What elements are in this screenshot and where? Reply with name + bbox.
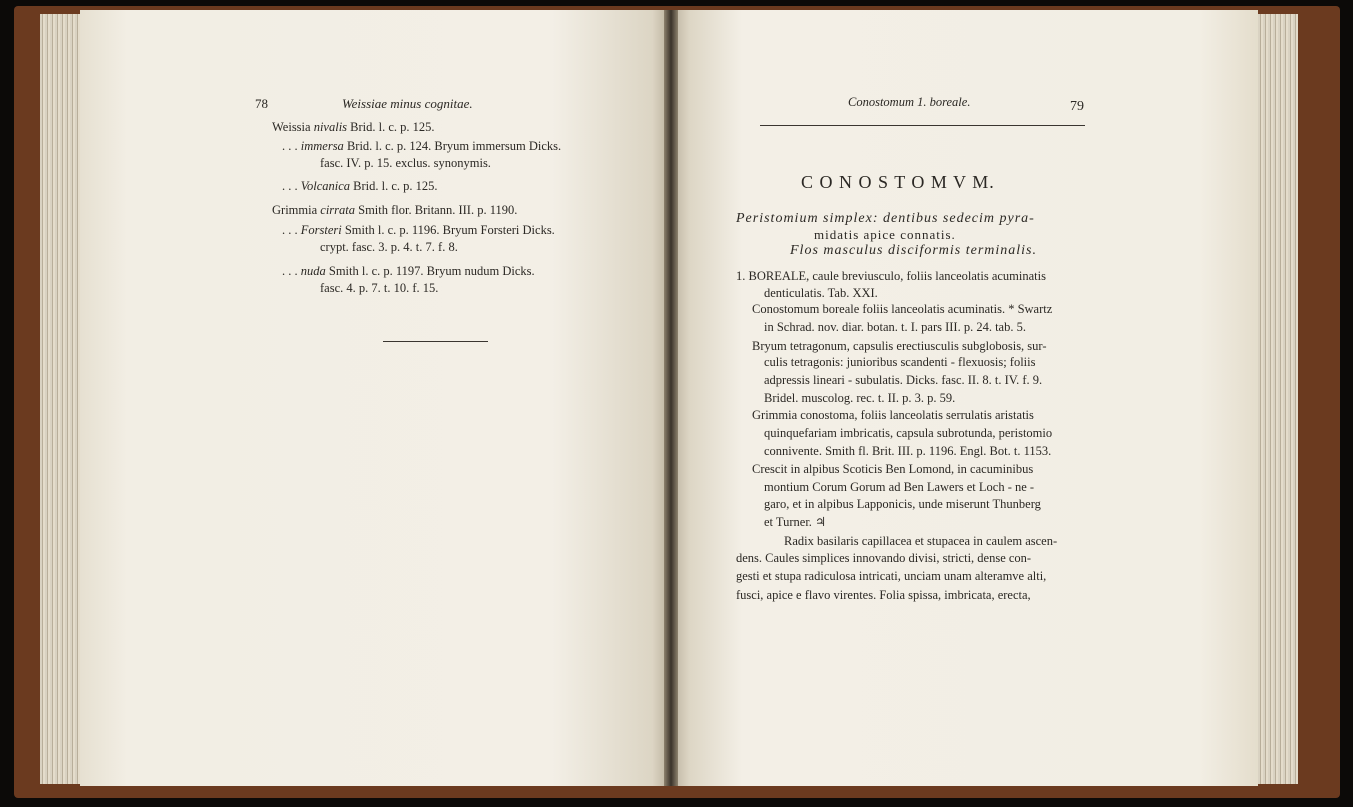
genus-title: C O N O S T O M V M. <box>801 172 995 192</box>
page-edges-right <box>1258 14 1298 784</box>
right-line: gesti et stupa radiculosa intricati, unciam unam alteramve alti, <box>736 569 1047 583</box>
left-end-rule <box>383 341 488 342</box>
right-line: in Schrad. nov. diar. botan. t. I. pars III. p. 24. tab. 5. <box>764 320 1026 334</box>
right-line: Radix basilaris capillacea et stupacea in caulem ascen- <box>784 534 1058 548</box>
right-line: fusci, apice e flavo virentes. Folia spissa, imbricata, erecta, <box>736 588 1031 602</box>
right-line: Conostomum boreale foliis lanceolatis acuminatis. * Swartz <box>752 302 1053 316</box>
intro-line-2: midatis apice connatis. <box>814 227 956 242</box>
left-line: crypt. fasc. 3. p. 4. t. 7. f. 8. <box>320 240 458 254</box>
left-line: . . . immersa Brid. l. c. p. 124. Bryum immersum Dicks. <box>282 139 562 153</box>
left-line: . . . Forsteri Smith l. c. p. 1196. Bryum Forsteri Dicks. <box>282 223 555 237</box>
left-line: fasc. 4. p. 7. t. 10. f. 15. <box>320 281 439 295</box>
intro-line-1: Peristomium simplex: dentibus sedecim pyra- <box>736 211 1035 226</box>
left-page-number: 78 <box>255 96 268 111</box>
right-line: 1. BOREALE, caule breviusculo, foliis lanceolatis acuminatis <box>736 269 1046 283</box>
page-edges-left <box>40 14 80 784</box>
right-page-number: 79 <box>1070 99 1084 114</box>
right-line: garo, et in alpibus Lapponicis, unde miserunt Thunberg <box>764 497 1041 511</box>
right-line: denticulatis. Tab. XXI. <box>764 286 878 300</box>
right-line: connivente. Smith fl. Brit. III. p. 1196. Engl. Bot. t. 1153. <box>764 444 1052 458</box>
right-line: adpressis lineari - subulatis. Dicks. fasc. II. 8. t. IV. f. 9. <box>764 373 1043 387</box>
right-page-header: Conostomum 1. boreale. <box>848 95 971 109</box>
right-line: Bryum tetragonum, capsulis erectiusculis subglobosis, sur- <box>752 339 1047 353</box>
left-line: Grimmia cirrata Smith flor. Britann. III. p. 1190. <box>272 203 518 217</box>
right-line: culis tetragonis: junioribus scandenti - flexuosis; foliis <box>764 355 1036 369</box>
book-gutter <box>664 10 678 786</box>
left-page-header: Weissiae minus cognitae. <box>342 96 473 111</box>
right-line: et Turner. ♃ <box>764 515 827 529</box>
left-line: . . . Volcanica Brid. l. c. p. 125. <box>282 179 438 193</box>
right-line: quinquefariam imbricatis, capsula subrotunda, peristomio <box>764 426 1053 440</box>
intro-line-3: Flos masculus disciformis terminalis. <box>790 243 1038 258</box>
left-line: fasc. IV. p. 15. exclus. synonymis. <box>320 156 491 170</box>
right-page <box>672 10 1258 786</box>
right-line: Crescit in alpibus Scoticis Ben Lomond, in cacuminibus <box>752 462 1034 476</box>
right-line: dens. Caules simplices innovando divisi, stricti, dense con- <box>736 551 1032 565</box>
right-line: Bridel. muscolog. rec. t. II. p. 3. p. 59. <box>764 391 956 405</box>
right-line: Grimmia conostoma, foliis lanceolatis serrulatis aristatis <box>752 408 1034 422</box>
left-line: . . . nuda Smith l. c. p. 1197. Bryum nudum Dicks. <box>282 264 535 278</box>
left-line: Weissia nivalis Brid. l. c. p. 125. <box>272 120 435 134</box>
right-line: montium Corum Gorum ad Ben Lawers et Loch - ne - <box>764 480 1035 494</box>
right-header-rule <box>760 125 1085 126</box>
